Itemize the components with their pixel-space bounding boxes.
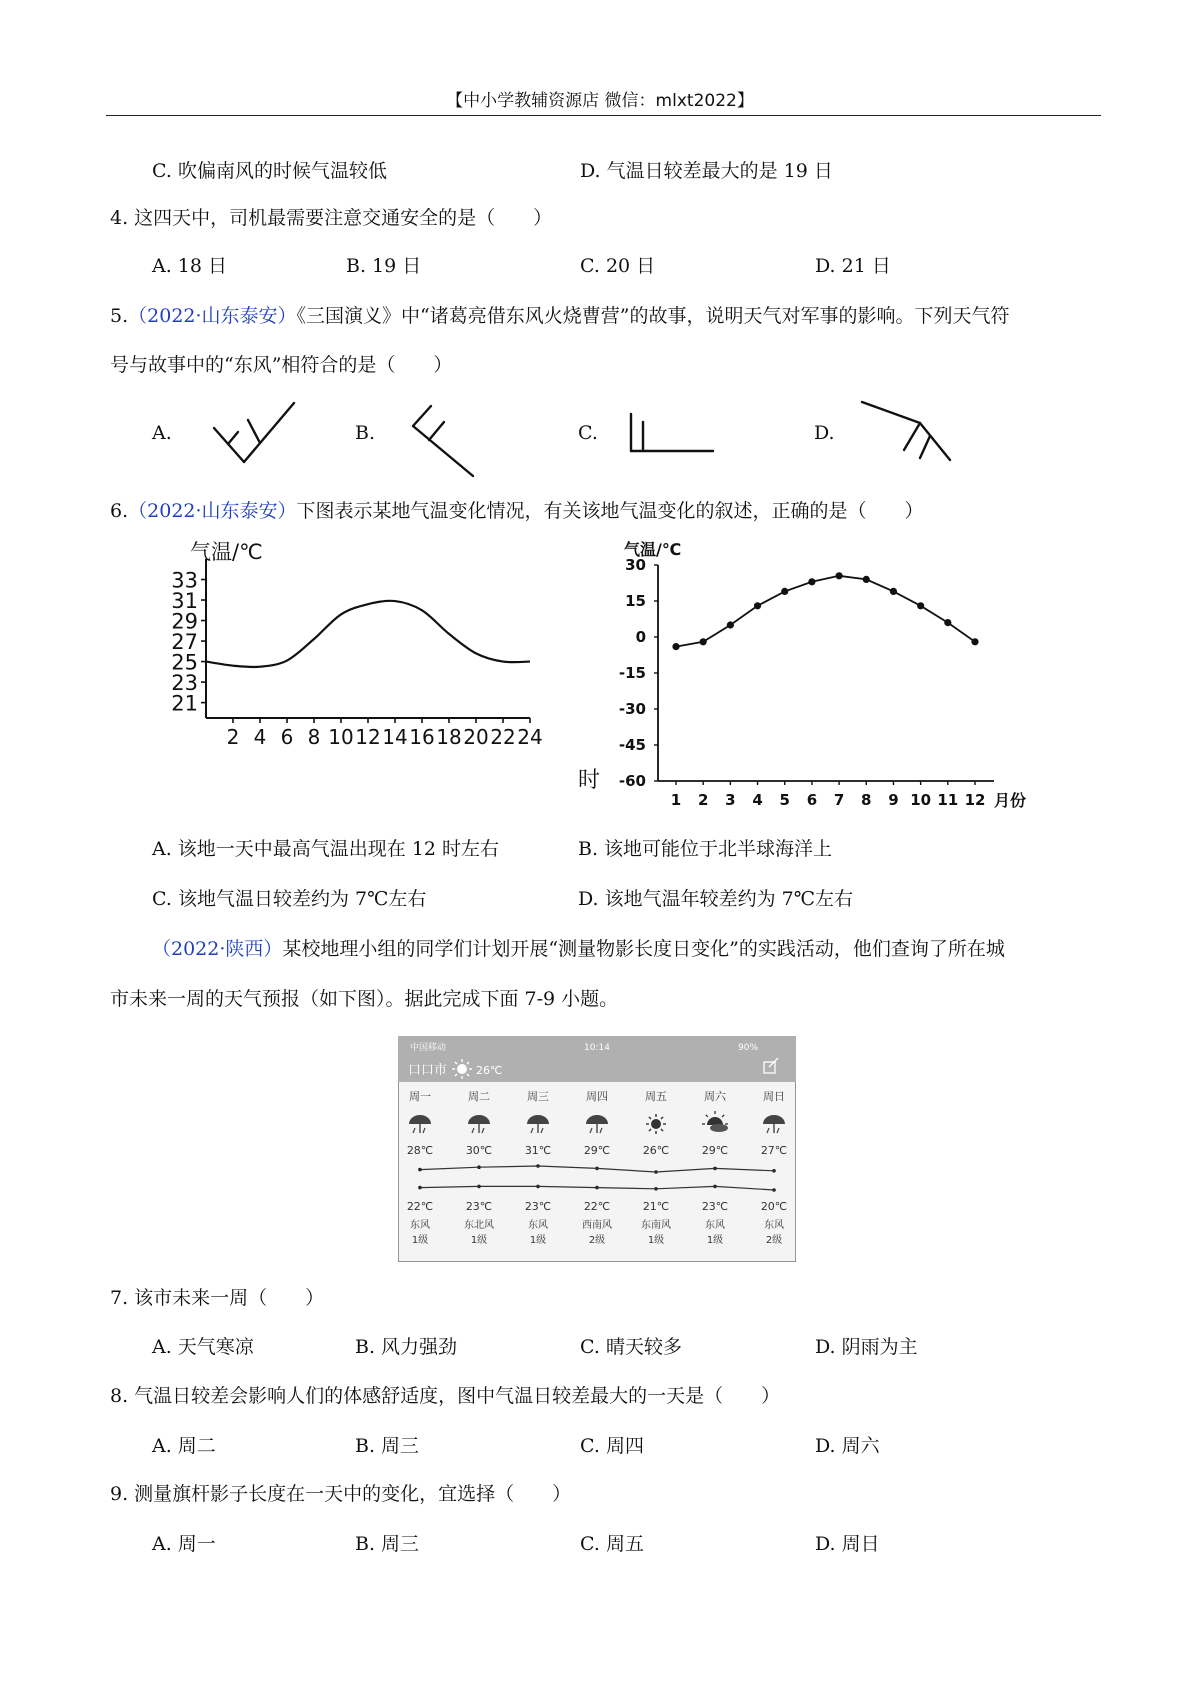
forecast-high-temp: 27℃ [760,1144,788,1157]
status-battery: 90% [738,1043,759,1053]
chart2-point [781,588,788,595]
chart2-x-tick-label: 7 [833,791,845,809]
wind-barb-d-icon [858,398,958,468]
q6-option-d: D. 该地气温年较差约为 7℃左右 [578,888,854,910]
chart2-x-tick-label: 11 [937,791,959,809]
q5-number: 5. [110,305,129,327]
forecast-city-temp: 26℃ [476,1064,503,1077]
forecast-city: 口口市 [408,1063,448,1078]
q6-option-a: A. 该地一天中最高气温出现在 12 时左右 [152,838,500,860]
chart1-y-ticks [171,569,206,716]
forecast-wind-dir: 东风 [764,1220,784,1231]
forecast-day-name: 周二 [468,1090,490,1103]
chart1-y-tick-label: 27 [171,630,198,655]
q7-option-c: C. 晴天较多 [580,1336,682,1358]
q5-option-c: C. [578,422,598,444]
q6-option-b: B. 该地可能位于北半球海洋上 [578,838,833,860]
forecast-wind-level: 1级 [706,1235,724,1246]
q8-option-c: C. 周四 [580,1435,644,1457]
forecast-day-name: 周五 [645,1090,667,1103]
chart1-x-tick-label: 20 [463,725,489,749]
chart1-x-tick-label: 16 [409,725,435,749]
q6-number: 6. [110,500,129,522]
forecast-high-temp: 29℃ [583,1144,611,1157]
chart2-y-tick-label: -15 [618,664,646,682]
daily-temperature-chart [160,535,600,815]
wind-barb-c-icon [625,408,720,458]
page-header: 【中小学教辅资源店 微信：mlxt2022】 [446,91,754,111]
chart1-x-axis-label: 时 [577,768,600,793]
chart2-point [808,578,815,585]
q8-option-a: A. 周二 [152,1435,216,1457]
sun-icon [646,1114,666,1134]
q7-9-source: （2022·陕西） [152,938,283,960]
chart2-x-tick-label: 1 [670,791,682,809]
chart1-y-tick-label: 33 [171,568,198,593]
forecast-low-temp: 21℃ [642,1200,670,1213]
forecast-wind-dir: 东风 [410,1220,430,1231]
chart1-x-tick-label: 10 [328,725,354,749]
chart2-points [672,572,978,650]
q6-line [110,496,924,523]
forecast-day-name: 周一 [409,1090,431,1103]
chart1-x-tick-label: 4 [253,725,267,749]
forecast-high-temp: 29℃ [701,1144,729,1157]
status-time: 10:14 [584,1043,610,1053]
q5-stem-1: 《三国演义》中“诸葛亮借东风火烧曹营”的故事，说明天气对军事的影响。下列天气符 [296,305,1010,327]
forecast-high-temp: 28℃ [406,1144,434,1157]
chart2-x-ticks [671,781,986,809]
forecast-low-temp: 23℃ [524,1200,552,1213]
q9-option-c: C. 周五 [580,1533,644,1555]
weather-forecast-panel [398,1036,796,1262]
forecast-wind-dir: 西南风 [582,1220,612,1231]
chart2-point [672,643,679,650]
chart2-point [754,602,761,609]
q7-9-intro-text-1: 某校地理小组的同学们计划开展“测量物影长度日变化”的实践活动，他们查询了所在城 [282,938,1005,960]
q3-option-c: C. 吹偏南风的时候气温较低 [152,160,387,182]
q9-stem: 9. 测量旗杆影子长度在一天中的变化，宜选择（ ） [110,1483,572,1505]
city-sun-icon [452,1059,472,1079]
chart1-x-tick-label: 2 [226,725,240,749]
q3-option-d: D. 气温日较差最大的是 19 日 [580,160,833,182]
chart1-y-axis-label: 气温/℃ [190,540,263,564]
chart1-x-tick-label: 18 [436,725,462,749]
q4-stem: 4. 这四天中，司机最需要注意交通安全的是（ ） [110,207,553,229]
chart2-point [863,576,870,583]
header-rule [106,115,1101,116]
forecast-wind-level: 1级 [470,1235,488,1246]
q7-option-a: A. 天气寒凉 [152,1336,254,1358]
chart2-x-tick-label: 5 [779,791,790,809]
q7-9-intro-line2: 市未来一周的天气预报（如下图）。据此完成下面 7-9 小题。 [110,988,619,1010]
forecast-day-name: 周三 [527,1090,549,1103]
chart2-x-tick-label: 6 [806,791,818,809]
chart1-x-tick-label: 6 [280,725,294,749]
q7-stem: 7. 该市未来一周（ ） [110,1287,325,1309]
forecast-low-temp: 22℃ [406,1200,434,1213]
chart2-y-tick-label: -45 [618,736,646,754]
chart2-x-tick-label: 12 [964,791,986,809]
chart2-y-tick-label: 0 [635,628,646,646]
q7-option-b: B. 风力强劲 [355,1336,458,1358]
chart2-point [971,638,978,645]
forecast-wind-level: 2级 [765,1235,783,1246]
forecast-wind-level: 2级 [588,1235,606,1246]
q6-option-c: C. 该地气温日较差约为 7℃左右 [152,888,427,910]
chart2-x-tick-label: 8 [861,791,872,809]
chart1-x-tick-label: 22 [490,725,516,749]
chart2-point [727,621,734,628]
q6-source: （2022·山东泰安） [128,500,297,522]
chart1-x-tick-label: 14 [382,725,408,749]
forecast-high-temp: 30℃ [465,1144,493,1157]
q4-option-a: A. 18 日 [152,255,228,277]
chart2-y-tick-label: -60 [618,772,646,790]
q8-option-d: D. 周六 [815,1435,880,1457]
chart2-temperature-line [676,576,975,647]
forecast-low-temp: 23℃ [701,1200,729,1213]
chart2-point [700,638,707,645]
chart2-y-axis-label: 气温/℃ [624,540,682,559]
forecast-wind-level: 1级 [411,1235,429,1246]
q8-stem: 8. 气温日较差会影响人们的体感舒适度，图中气温日较差最大的一天是（ ） [110,1385,781,1407]
q5-option-d: D. [814,422,835,444]
wind-barb-b-icon [405,400,485,480]
q7-9-intro-line1 [152,934,1005,961]
forecast-wind-level: 1级 [529,1235,547,1246]
q9-option-b: B. 周三 [355,1533,420,1555]
forecast-high-temp: 31℃ [524,1144,552,1157]
q4-option-c: C. 20 日 [580,255,656,277]
forecast-wind-level: 1级 [647,1235,665,1246]
chart1-x-ticks [227,718,543,749]
status-carrier: 中国移动 [410,1043,447,1053]
q4-option-b: B. 19 日 [346,255,422,277]
q5-line2: 号与故事中的“东风”相符合的是（ ） [110,354,453,376]
chart1-temperature-line [206,601,530,667]
forecast-wind-dir: 东北风 [464,1220,494,1231]
chart1-x-tick-label: 12 [355,725,381,749]
q9-option-d: D. 周日 [815,1533,880,1555]
forecast-low-temp: 23℃ [465,1200,493,1213]
chart2-x-axis-label: 月份 [993,791,1026,810]
chart2-x-tick-label: 9 [888,791,899,809]
chart2-point [890,588,897,595]
chart1-x-tick-label: 8 [307,725,321,749]
chart2-x-tick-label: 2 [697,791,709,809]
chart2-x-tick-label: 3 [725,791,736,809]
forecast-low-temp: 22℃ [583,1200,611,1213]
forecast-wind-dir: 东南风 [641,1220,671,1231]
chart2-y-tick-label: 30 [625,556,646,574]
forecast-high-temp: 26℃ [642,1144,670,1157]
q5-option-b: B. [355,422,376,444]
q6-stem: 下图表示某地气温变化情况，有关该地气温变化的叙述，正确的是（ ） [296,500,924,522]
chart2-y-ticks [619,556,658,790]
chart2-point [917,602,924,609]
forecast-day-name: 周日 [763,1090,785,1103]
chart1-x-tick-label: 24 [517,725,543,749]
q5-line1 [110,301,1009,328]
q5-source: （2022·山东泰安） [128,305,297,327]
forecast-day-name: 周六 [704,1090,726,1103]
q5-option-a: A. [152,422,172,444]
q7-option-d: D. 阴雨为主 [815,1336,918,1358]
forecast-day-name: 周四 [586,1090,608,1103]
chart1-y-tick-label: 25 [171,650,198,675]
forecast-wind-dir: 东风 [528,1220,548,1231]
chart2-x-tick-label: 10 [910,791,932,809]
chart1-y-tick-label: 21 [171,691,198,716]
forecast-wind-dir: 东风 [705,1220,725,1231]
chart2-y-tick-label: -30 [618,700,646,718]
chart1-y-tick-label: 29 [171,609,198,634]
chart2-point [835,572,842,579]
chart1-y-tick-label: 31 [171,589,198,614]
chart2-point [944,619,951,626]
q4-option-d: D. 21 日 [815,255,891,277]
q9-option-a: A. 周一 [152,1533,216,1555]
chart2-x-tick-label: 4 [752,791,763,809]
annual-temperature-chart [612,535,1042,815]
chart1-y-tick-label: 23 [171,671,198,696]
chart2-y-tick-label: 15 [625,592,646,610]
wind-barb-a-icon [200,398,300,468]
q8-option-b: B. 周三 [355,1435,420,1457]
forecast-low-temp: 20℃ [760,1200,788,1213]
